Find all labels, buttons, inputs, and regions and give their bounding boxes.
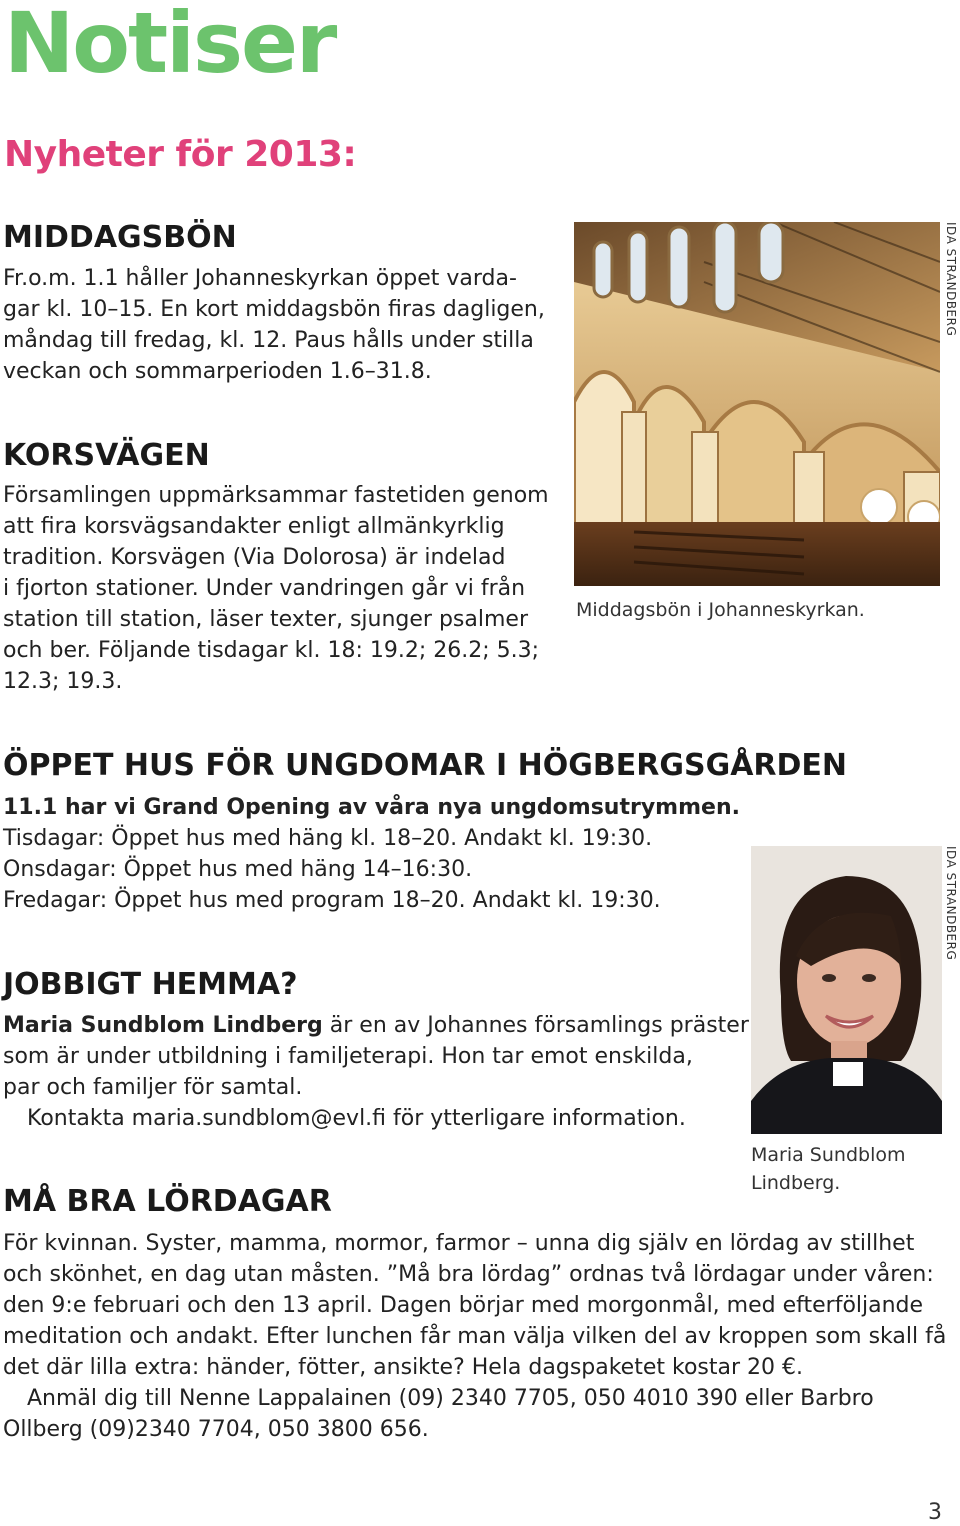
text-line: par och familjer för samtal. [3,1075,303,1100]
text-line: gar kl. 10–15. En kort middagsbön firas dagligen, [3,297,545,322]
text-line: och skönhet, en dag utan måsten. ”Må bra lördag” ordnas två lördagar under våren: [3,1262,934,1287]
church-photo-caption: Middagsbön i Johanneskyrkan. [576,599,865,621]
church-photo [574,222,940,586]
text-line: För kvinnan. Syster, mamma, mormor, farmor – unna dig själv en lördag av stillhet [3,1231,915,1256]
person-name: Maria Sundblom Lindberg [3,1013,323,1038]
church-interior-image [574,222,940,586]
oppet-hus-lead: 11.1 har vi Grand Opening av våra nya ungdomsutrymmen. [3,795,740,820]
middagsbon-heading: MIDDAGSBÖN [3,220,237,255]
photo-credit: IDA STRANDBERG [944,222,958,337]
signup-line: Anmäl dig till Nenne Lappalainen (09) 2340 7705, 050 4010 390 eller Barbro [27,1386,874,1411]
page-title: Notiser [4,0,336,92]
text-line-rest: är en av Johannes församlings präster [322,1013,749,1038]
text-line: att fira korsvägsandakter enligt allmänkyrklig [3,514,505,539]
text-line: Fr.o.m. 1.1 håller Johanneskyrkan öppet varda- [3,266,517,291]
text-line: 12.3; 19.3. [3,669,123,694]
text-line: det där lilla extra: händer, fötter, ansikte? Hela dagspaketet kostar 20 €. [3,1355,804,1380]
text-line: den 9:e februari och den 13 april. Dagen börjar med morgonmål, med efterföljande [3,1293,924,1318]
korsvagen-heading: KORSVÄGEN [3,438,210,473]
ma-bra-text [3,1228,946,1445]
jobbigt-heading: JOBBIGT HEMMA? [3,967,298,1002]
signup-line: Ollberg (09)2340 7704, 050 3800 656. [3,1417,429,1442]
text-line: meditation och andakt. Efter lunchen får man välja vilken del av kroppen som skall få [3,1324,947,1349]
text-line: veckan och sommarperioden 1.6–31.8. [3,359,432,384]
contact-line: Kontakta maria.sundblom@evl.fi för ytterligare information. [27,1106,686,1131]
page-number: 3 [928,1500,942,1525]
middagsbon-text [3,263,545,387]
korsvagen-text [3,480,549,697]
caption-line: Lindberg. [751,1172,841,1194]
jobbigt-text [3,1010,749,1134]
text-line: tradition. Korsvägen (Via Dolorosa) är indelad [3,545,506,570]
portrait-image [751,846,942,1134]
text-line: Församlingen uppmärksammar fastetiden genom [3,483,549,508]
text-line: station till station, läser texter, sjunger psalmer [3,607,529,632]
text-line: Tisdagar: Öppet hus med häng kl. 18–20. Andakt kl. 19:30. [3,826,653,851]
portrait-photo [751,846,942,1134]
ma-bra-heading: MÅ BRA LÖRDAGAR [3,1184,332,1219]
text-line: i fjorton stationer. Under vandringen går vi från [3,576,526,601]
caption-line: Maria Sundblom [751,1144,906,1166]
portrait-photo-credit: IDA STRANDBERG [944,846,958,961]
portrait-caption [751,1141,906,1197]
text-line: måndag till fredag, kl. 12. Paus hålls under stilla [3,328,534,353]
page-subtitle: Nyheter för 2013: [4,134,357,175]
oppet-hus-text [3,792,740,916]
text-line: Onsdagar: Öppet hus med häng 14–16:30. [3,857,473,882]
text-line: som är under utbildning i familjeterapi. Hon tar emot enskilda, [3,1044,693,1069]
text-line: Fredagar: Öppet hus med program 18–20. Andakt kl. 19:30. [3,888,661,913]
oppet-hus-heading: ÖPPET HUS FÖR UNGDOMAR I HÖGBERGSGÅRDEN [3,748,848,783]
text-line: och ber. Följande tisdagar kl. 18: 19.2; 26.2; 5.3; [3,638,540,663]
